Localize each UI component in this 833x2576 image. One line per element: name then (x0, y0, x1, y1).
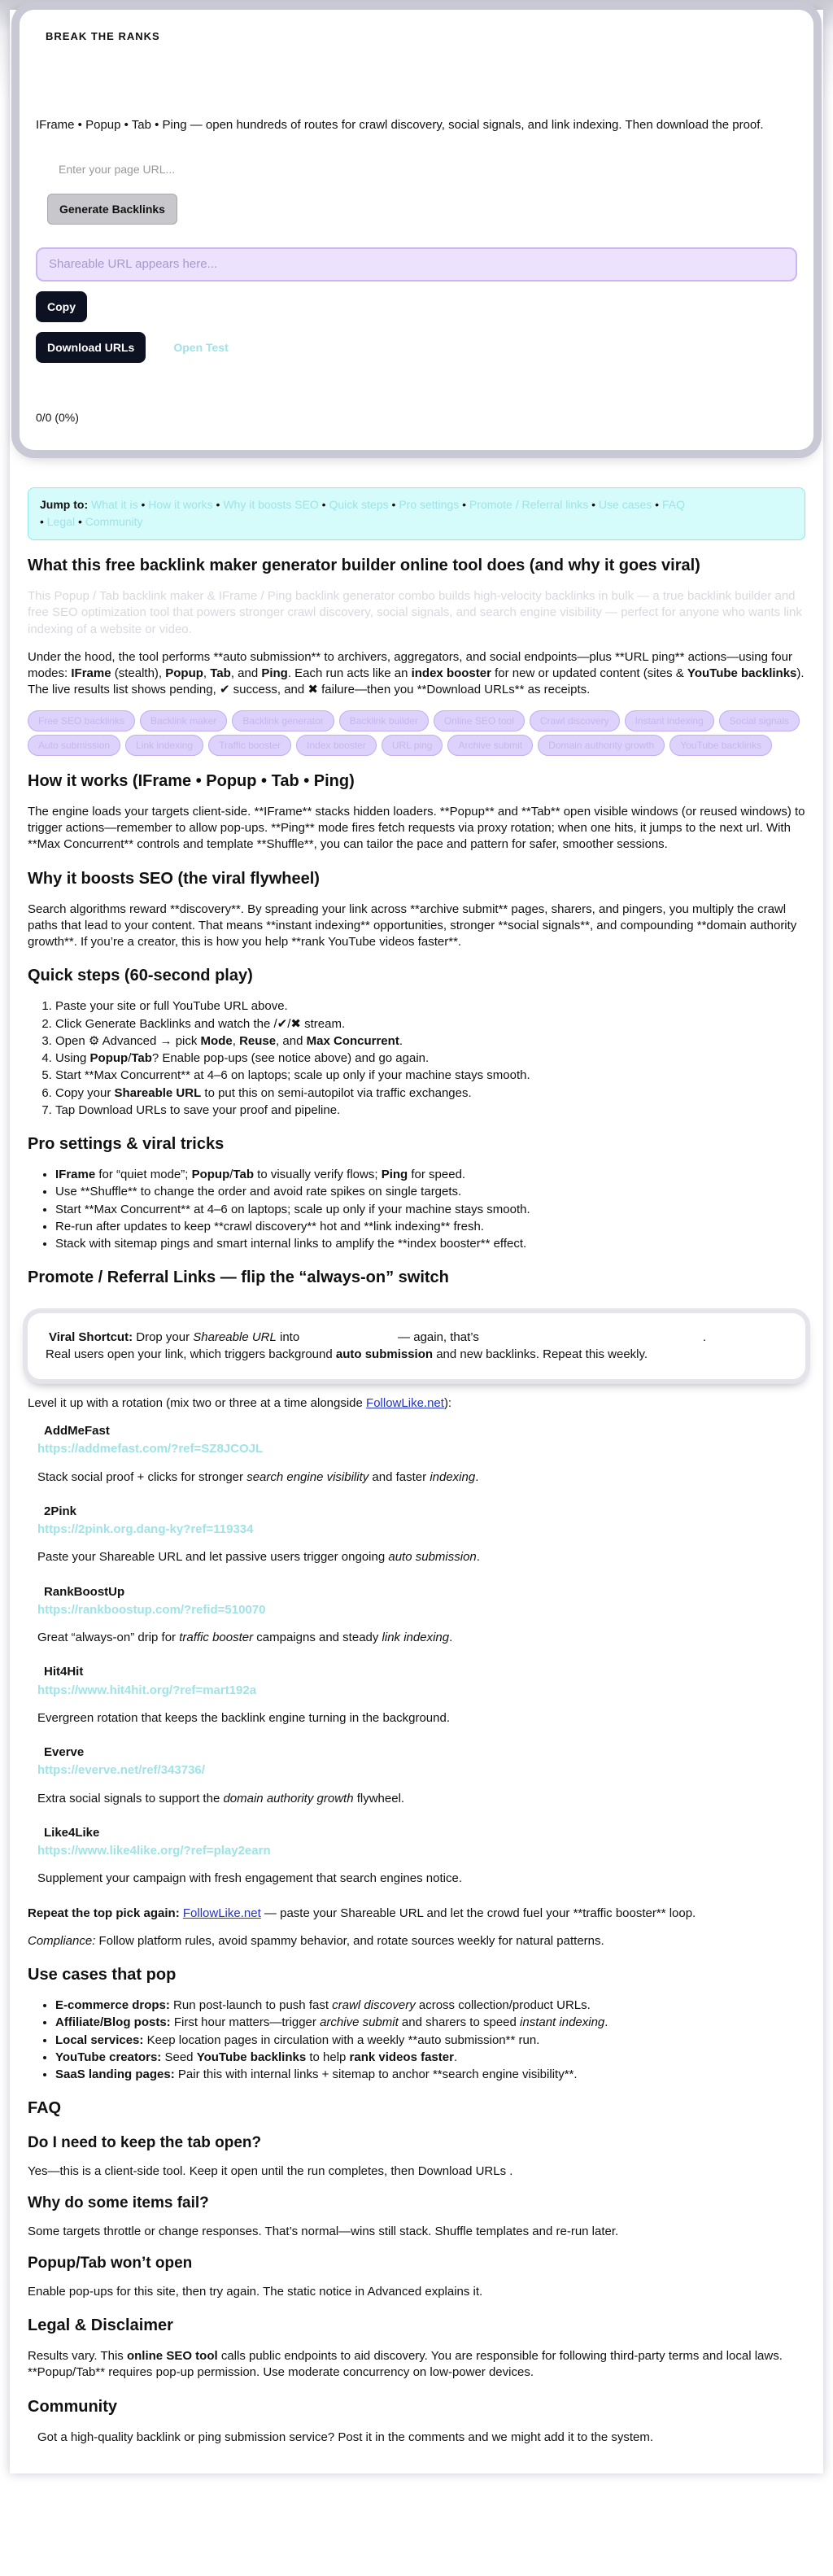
referral-name: Hit4Hit (44, 1665, 84, 1679)
section-title-use-cases: Use cases that pop (28, 1966, 177, 1984)
section-title-pro-settings: Pro settings & viral tricks (28, 1135, 225, 1154)
download-urls-button[interactable]: Download URLs (36, 332, 146, 363)
section-title-faq: FAQ (28, 2099, 62, 2118)
jump-link-what-it-is[interactable]: What it is (91, 497, 138, 511)
list-item: 5. Start **Max Concurrent** at 4–6 on laptops; scale up only if your machine stays smooth. (55, 1068, 805, 1084)
list-item: • IFrame for “quiet mode”; Popup/Tab to visually verify flows; Ping for speed. (55, 1167, 805, 1183)
keyword-chips (28, 710, 805, 756)
section-title-how: How it works (IFrame • Popup • Tab • Ping) (28, 771, 355, 790)
why-paragraph: Search algorithms reward **discovery**. By spreading your link across **archive submit** pages, sharers, and pingers, you multiply the crawl paths that lead to your content. That means **instant indexing** opportunities, stronger **social signals**, and compounding **domain authority growth**. If you’re a creator, this is how you help **rank YouTube videos faster**. (28, 902, 797, 950)
list-item: 1. Paste your site or full YouTube URL above. (55, 998, 805, 1015)
referral-link[interactable]: https://addmefast.com/?ref=SZ8JCOJL (37, 1442, 264, 1456)
keyword-chip: URL ping (382, 735, 443, 756)
referral-link[interactable]: https://rankboostup.com/?refid=510070 (37, 1602, 266, 1617)
list-item: • Stack with sitemap pings and smart internal links to amplify the **index booster** effect. (55, 1236, 805, 1252)
list-item: 2. Click Generate Backlinks and watch the /✔/✖ stream. (55, 1016, 805, 1033)
section-title-why: Why it boosts SEO (the viral flywheel) (28, 869, 320, 888)
keyword-chip: Crawl discovery (530, 710, 620, 731)
open-test-button[interactable]: Open Test (168, 340, 233, 355)
referral-item (28, 1584, 805, 1647)
referral-description: Evergreen rotation that keeps the backlink engine turning in the background. (37, 1710, 450, 1725)
referral-item (28, 1744, 805, 1807)
jump-link-legal[interactable]: Legal (46, 515, 76, 529)
jump-nav: Jump to: What it is • How it works • Why it boosts SEO • Quick steps • Pro settings • Promote / Referral links • Use cases • FAQ • Legal • Community (28, 487, 805, 540)
repeat-top-pick: Repeat the top pick again: FollowLike.net — paste your Shareable URL and let the crowd fuel your **traffic booster** loop. (28, 1906, 696, 1920)
compliance-note: Compliance: Follow platform rules, avoid spammy behavior, and rotate sources weekly for natural patterns. (28, 1933, 604, 1948)
list-item: 3. Open ⚙ Advanced → pick Mode, Reuse, and Max Concurrent. (55, 1033, 805, 1050)
list-item: 4. Using Popup/Tab? Enable pop-ups (see notice above) and go again. (55, 1050, 805, 1067)
what-paragraph: Under the hood, the tool performs **auto submission** to archivers, aggregators, and social endpoints—plus **URL ping** actions—using four modes: IFrame (stealth), Popup, Tab, and Ping. Each run acts like an index booster for new or updated content (sites & YouTube backlinks). The live results list shows pending, ✔ success, and ✖ failure—then you **Download URLs** as receipts. (28, 649, 805, 697)
what-faint-text: This Popup / Tab backlink maker & IFrame / Ping backlink generator combo builds high-velocity backlinks in bulk — a true backlink builder and free SEO optimization tool that powers stronger crawl discovery, social signals, and search engine visibility — perfect for anyone who wants link indexing of a website or video. (28, 589, 802, 636)
section-title-quick-steps: Quick steps (60-second play) (28, 967, 253, 985)
jump-link-why-seo[interactable]: Why it boosts SEO (223, 497, 319, 511)
shareable-url-field[interactable] (36, 247, 797, 282)
viral-shortcut-box: Viral Shortcut: Drop your Shareable URL into — again, that’s . Real users open your link, which triggers background auto submission and new backlinks. Repeat this weekly. (28, 1313, 805, 1379)
referral-description: Paste your Shareable URL and let passive users trigger ongoing auto submission. (37, 1550, 480, 1565)
faq-answer: Some targets throttle or change responses. That’s normal—wins still stack. Shuffle templates and re-run later. (28, 2224, 619, 2238)
jump-link-community[interactable]: Community (85, 515, 143, 529)
list-item: • YouTube creators: Seed YouTube backlinks to help rank videos faster. (55, 2050, 805, 2066)
keyword-chip: Auto submission (28, 735, 120, 756)
referral-name: Everve (44, 1745, 85, 1760)
keyword-chip: YouTube backlinks (669, 735, 772, 756)
legal-paragraph: Results vary. This online SEO tool calls public endpoints to aid discovery. You are responsible for following third-party terms and local laws. **Popup/Tab** requires pop-up permission. Use moderate concurrency on low-power devices. (28, 2349, 783, 2380)
section-title-what: What this free backlink maker generator builder online tool does (and why it goes viral) (28, 557, 700, 575)
rotation-lead: Level it up with a rotation (mix two or three at a time alongside FollowLike.net): (28, 1395, 452, 1410)
referral-name: 2Pink (44, 1504, 77, 1518)
jump-link-quick-steps[interactable]: Quick steps (329, 497, 389, 511)
referral-name: RankBoostUp (44, 1584, 125, 1599)
list-item: • Use **Shuffle** to change the order and avoid rate spikes on single targets. (55, 1184, 805, 1200)
jump-link-faq[interactable]: FAQ (661, 497, 685, 511)
list-item: • Re-run after updates to keep **crawl discovery** hot and **link indexing** fresh. (55, 1219, 805, 1235)
list-item: 6. Copy your Shareable URL to put this on semi-autopilot via traffic exchanges. (55, 1085, 805, 1102)
referral-description: Stack social proof + clicks for stronger search engine visibility and faster indexing. (37, 1469, 479, 1484)
list-item: • Affiliate/Blog posts: First hour matters—trigger archive submit and sharers to speed instant indexing. (55, 2015, 805, 2031)
page-url-input[interactable] (36, 155, 407, 184)
community-text: Got a high-quality backlink or ping submission service? Post it in the comments and we might add it to the system. (37, 2430, 654, 2444)
list-item: • Start **Max Concurrent** at 4–6 on laptops; scale up only if your machine stays smooth. (55, 1202, 805, 1218)
referral-link[interactable]: https://www.hit4hit.org/?ref=mart192a (37, 1683, 257, 1697)
list-item: • Local services: Keep location pages in circulation with a weekly **auto submission** run. (55, 2032, 805, 2049)
jump-link-use-cases[interactable]: Use cases (598, 497, 652, 511)
tool-card (20, 10, 813, 450)
list-item: • SaaS landing pages: Pair this with internal links + sitemap to anchor **search engine visibility**. (55, 2067, 805, 2083)
jump-label: Jump to: (40, 497, 89, 511)
pro-settings-list (28, 1167, 805, 1252)
referral-name: Like4Like (44, 1825, 100, 1840)
faq-question: Why do some items fail? (28, 2194, 209, 2212)
referral-item (28, 1504, 805, 1566)
keyword-chip: Backlink generator (232, 710, 334, 731)
followlike-link[interactable]: FollowLike.net (366, 1395, 444, 1410)
referral-item (28, 1664, 805, 1727)
list-item: 7. Tap Download URLs to save your proof and pipeline. (55, 1102, 805, 1119)
faq-answer: Enable pop-ups for this site, then try again. The static notice in Advanced explains it. (28, 2284, 483, 2299)
faq-answer: Yes—this is a client-side tool. Keep it open until the run completes, then Download URLs . (28, 2164, 513, 2179)
how-paragraph: The engine loads your targets client-side. **IFrame** stacks hidden loaders. **Popup** and **Tab** open visible windows (or reused windows) to trigger actions—remember to allow pop-ups. **Ping** mode fires fetch requests via proxy rotation; when one hits, it jumps to the next url. With **Max Concurrent** controls and template **Shuffle**, you can tailor the pace and pattern for safer, smoother sessions. (28, 804, 805, 852)
keyword-chip: Backlink maker (140, 710, 227, 731)
referral-link[interactable]: https://2pink.org.dang-ky?ref=119334 (37, 1522, 254, 1537)
jump-link-pro-settings[interactable]: Pro settings (399, 497, 460, 511)
jump-link-how-it-works[interactable]: How it works (148, 497, 213, 511)
keyword-chip: Archive submit (447, 735, 533, 756)
referral-description: Great “always-on” drip for traffic booster campaigns and steady link indexing. (37, 1631, 453, 1645)
keyword-chip: Backlink builder (339, 710, 429, 731)
keyword-chip: Free SEO backlinks (28, 710, 135, 731)
section-title-promote: Promote / Referral Links — flip the “always-on” switch (28, 1268, 449, 1287)
list-item: • E-commerce drops: Run post-launch to push fast crawl discovery across collection/product URLs. (55, 1997, 805, 2014)
faq-question: Do I need to keep the tab open? (28, 2134, 262, 2152)
referral-item (28, 1825, 805, 1888)
brand-title: BREAK THE RANKS (46, 30, 160, 42)
use-cases-list (28, 1997, 805, 2083)
followlike-link[interactable]: FollowLike.net (182, 1906, 261, 1920)
section-title-community: Community (28, 2397, 117, 2416)
copy-button[interactable]: Copy (36, 291, 87, 322)
keyword-chip: Domain authority growth (538, 735, 665, 756)
page (10, 10, 823, 2473)
referral-description: Supplement your campaign with fresh engagement that search engines notice. (37, 1871, 462, 1886)
keyword-chip: Traffic booster (208, 735, 291, 756)
keyword-chip: Social signals (719, 710, 800, 731)
section-title-legal: Legal & Disclaimer (28, 2316, 173, 2335)
faq-question: Popup/Tab won’t open (28, 2255, 193, 2273)
keyword-chip: Link indexing (125, 735, 203, 756)
referral-item (28, 1423, 805, 1486)
tool-intro: IFrame • Popup • Tab • Ping — open hundreds of routes for crawl discovery, social signals, and link indexing. Then download the proof. (36, 117, 764, 132)
jump-link-promote[interactable]: Promote / Referral links (469, 497, 589, 511)
referral-link[interactable]: https://www.like4like.org/?ref=play2earn (37, 1844, 271, 1858)
generate-backlinks-button[interactable]: Generate Backlinks (47, 194, 177, 225)
quick-steps-list (28, 998, 805, 1119)
keyword-chip: Instant indexing (625, 710, 714, 731)
referral-description: Extra social signals to support the domain authority growth flywheel. (37, 1791, 405, 1805)
keyword-chip: Online SEO tool (434, 710, 525, 731)
referral-link[interactable]: https://everve.net/ref/343736/ (37, 1763, 205, 1778)
keyword-chip: Index booster (296, 735, 377, 756)
progress-counter: 0/0 (0%) (36, 410, 79, 424)
referral-name: AddMeFast (44, 1424, 110, 1439)
